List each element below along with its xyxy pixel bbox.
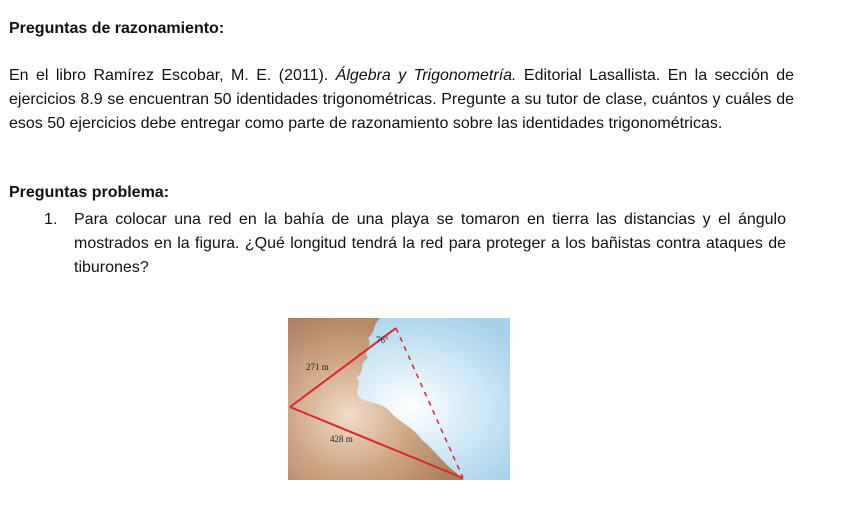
problems-heading: Preguntas problema: (9, 184, 170, 201)
reasoning-text-after: Editorial Lasallista. En la sección de ejercicios 8.9 se encuentran 50 identidades trigonométricas. Pregunte a su tutor de clase, cuántos y cuáles de esos 50 ejercicios debe entregar como parte de razonamiento sobre las identidades trigonométricas. (9, 67, 794, 132)
side-a-label: 271 m (306, 362, 329, 372)
angle-label: 76° (376, 335, 389, 345)
side-b-label: 428 m (330, 434, 353, 444)
problem-number: 1. (44, 211, 58, 228)
bay-figure (288, 318, 510, 480)
reasoning-text-before: En el libro Ramírez Escobar, M. E. (2011). (9, 67, 336, 84)
problem-text-content: Para colocar una red en la bahía de una playa se tomaron en tierra las distancias y el ángulo mostrados en la figura. ¿Qué longitud tendrá la red para proteger a los bañistas contra ataques de tiburones? (74, 211, 786, 276)
reasoning-paragraph (9, 64, 794, 136)
book-title: Álgebra y Trigonometría. (335, 67, 517, 84)
problem-text (74, 208, 786, 280)
reasoning-heading: Preguntas de razonamiento: (9, 20, 225, 37)
